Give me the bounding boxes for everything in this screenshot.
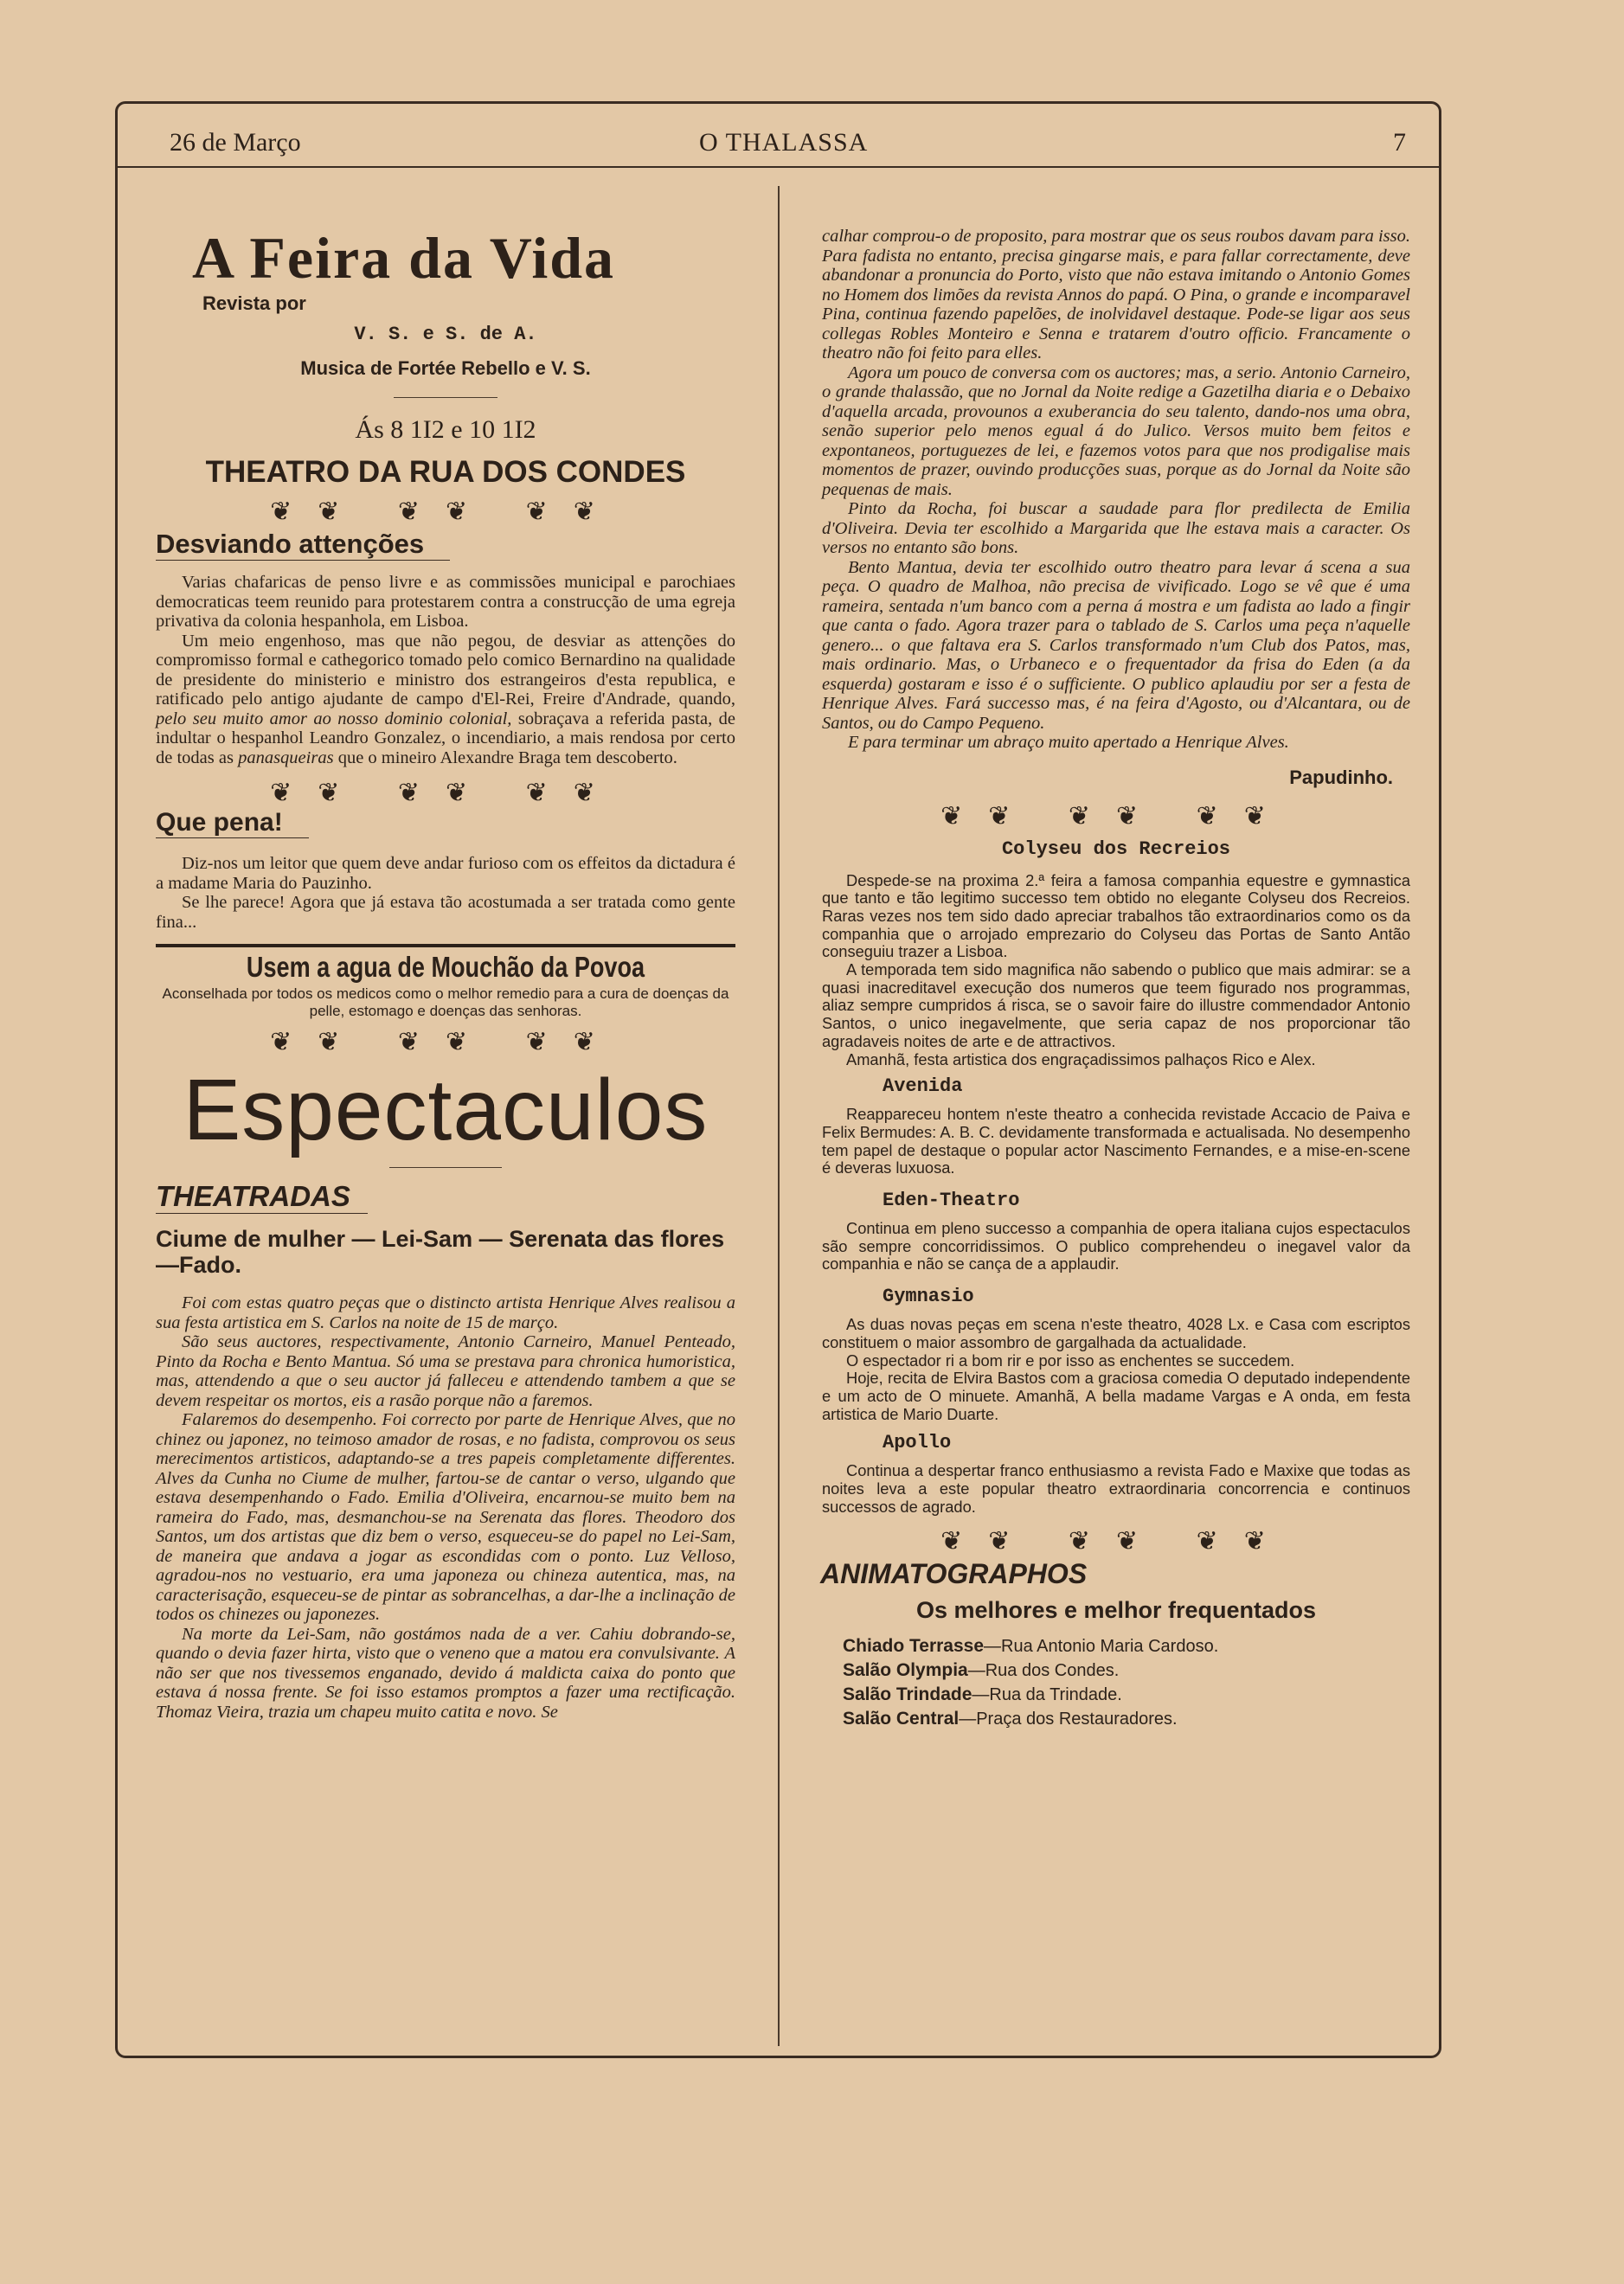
eden-heading: Eden-Theatro	[883, 1190, 1020, 1212]
advert-text: Aconselhada por todos os medicos como o melhor remedio para a cura de doenças da pelle, estomago e doenças das senhoras.	[162, 985, 729, 1019]
que-pena-heading: Que pena!	[156, 808, 309, 838]
eden-paragraph: Continua em pleno successo a companhia de opera italiana cujos espectaculos são sempre concorridissimos. O publico comprehendeu o inegavel valor da companhia e não se cança de a applaudir.	[822, 1219, 1410, 1274]
newspaper-title: O THALASSA	[699, 128, 869, 157]
desviando-paragraph: Varias chafaricas de penso livre e as commissões municipal e parochiaes democraticas teem reunido para protestarem contra a construcção de uma egreja privativa da colonia hespanhola, em Lisboa.	[156, 573, 735, 631]
colyseu-paragraph: Despede-se na proxima 2.ª feira a famosa companhia equestre e gymnastica que tanto e tão legitimo successo tem obtido no elegante Colyseu dos Recreios. Raras vezes nos tem sido dado apreciar trabalhos tão extraordinarios como os da companhia que o arrojado emprezario do Colyseu das Portas de Santo Antão conseguiu trazer a Lisboa.	[822, 870, 1410, 961]
page-number: 7	[1393, 128, 1406, 157]
review-paragraph: Pinto da Rocha, foi buscar a saudade para flor predilecta de Emilia d'Oliveira. Devia ter escolhido a Margarida que lhe estava mais a caracter. Os versos no entanto são bons.	[822, 499, 1410, 557]
review-paragraph: E para terminar um abraço muito apertado a Henrique Alves.	[848, 733, 1289, 752]
cinema-listing	[843, 1658, 1410, 1683]
avenida-paragraph: Reappareceu hontem n'este theatro a conhecida revistade Accacio de Paiva e Felix Bermudes: A. B. C. devidamente transformada e actualisada. No desempenho tem papel de destaque o popular actor Nascimento Fernandes, e a mise-en-scene é deveras luxuosa.	[822, 1105, 1410, 1177]
text-run: sobraçava a referida pasta, de indultar o hespanhol Leandro Gonzalez, o incendiario, a mais rendosa por certo de todas as	[156, 709, 736, 767]
fleuron-ornament: ❦❦ ❦❦ ❦❦	[270, 779, 621, 807]
cinema-address: —Rua dos Condes.	[967, 1661, 1120, 1681]
issue-date: 26 de Março	[170, 128, 301, 157]
espectaculos-heading: Espectaculos	[183, 1062, 709, 1158]
text-run: que o mineiro Alexandre Braga tem descoberto.	[337, 747, 677, 767]
divider	[394, 397, 497, 398]
text-run: pelo seu muito amor ao nosso dominio colonial,	[156, 709, 512, 728]
text-run: Um meio engenhoso, mas que não pegou, de desviar as attenções do compromisso formal e cathegorico tomado pelo comico Bernardino na qualidade de presidente do ministerio e ministro dos estrangeiros d'esta republica, e ratificado pelo antigo ajudante de campo d'El-Rei, Freire d'Andrade, quando,	[156, 631, 735, 709]
animatographos-subheading: Os melhores e melhor frequentados	[915, 1597, 1317, 1624]
cinema-name: Salão Central	[843, 1709, 960, 1729]
feira-subtitle: Revista por	[202, 292, 306, 314]
cinema-name: Salão Olympia	[843, 1660, 968, 1681]
desviando-paragraph	[156, 632, 735, 768]
author-signature: Papudinho.	[1289, 766, 1393, 788]
review-paragraph: São seus auctores, respectivamente, Antonio Carneiro, Manuel Penteado, Pinto da Rocha e Bento Mantua. Só uma se prestava para chronica humoristica, mas, attendendo a que o seu auctor já falleceu e attendendo tambem a que se devem respeitar os mortos, eis a rasão porque não a faremos.	[156, 1332, 735, 1410]
cinema-listing	[843, 1634, 1410, 1658]
colyseu-paragraph: Amanhã, festa artistica dos engraçadissimos palhaços Rico e Alex.	[846, 1049, 1316, 1068]
divider	[389, 1167, 502, 1168]
review-paragraph: Bento Mantua, devia ter escolhido outro theatro para levar á scena a sua peça. O quadro de Malhoa, não precisa de vivificado. Logo se vê que é uma rameira, sentada n'um banco com a perna á mostra e um fadista ao lado a fingir que canta o fado. Agora trazer para o tablado de S. Carlos uma peça n'aquelle genero... o que faltava era S. Carlos transformado n'um Club dos Patos, mas, mais ordinario. Mas, o Urbaneco e o frequentador da frisa do Eden (a da esquerda) gostaram e isso é o sufficiente. O publico aplaudiu por ser a festa de Henrique Alves. Fará successo mas, é na feira d'Agosto, ou d'Alcantara, ou de Santos, ou do Campo Pequeno.	[822, 557, 1410, 733]
review-paragraph: Na morte da Lei-Sam, não gostámos nada de a ver. Cahiu dobrando-se, quando o devia fazer hirta, visto que o veneno que a matou era convulsivante. A não ser que nos tivessemos enganado, devido á maldicta caixa do ponto que estava á nossa frente. Se foi isso estamos promptos a fazer uma rectificação. Thomaz Vieira, trazia um chapeu muito catita e novo. Se	[156, 1624, 735, 1722]
cinema-listing	[843, 1707, 1410, 1731]
fleuron-ornament: ❦❦ ❦❦ ❦❦	[270, 1028, 621, 1056]
review-paragraph: Foi com estas quatro peças que o distincto artista Henrique Alves realisou a sua festa artistica em S. Carlos na noite de 15 de março.	[156, 1293, 735, 1332]
column-divider	[778, 186, 780, 2046]
colyseu-paragraph: A temporada tem sido magnifica não sabendo o publico que mais admirar: se a quasi inacreditavel execução dos numeros que teem figurado nos programmas, aliaz sempre cumpridos á risca, se o savoir faire do illustre commendador Antonio Santos, o unico inegavelmente, que seria capaz de nos proporcionar tão agradaveis noites de arte e de attractivos.	[822, 960, 1410, 1050]
gymnasio-paragraph: As duas novas peças em scena n'este theatro, 4028 Lx. e Casa com escriptos constituem o maior assombro de gargalhada da actualidade.	[822, 1315, 1410, 1351]
feira-music: Musica de Fortée Rebello e V. S.	[300, 357, 591, 379]
que-pena-paragraph: Diz-nos um leitor que quem deve andar furioso com os effeitos da dictadura é a madame Maria do Pauzinho.	[156, 854, 735, 893]
review-paragraph: Falaremos do desempenho. Foi correcto por parte de Henrique Alves, que no chinez ou japonez, no teimoso amador de rosas, e no fadista, comprovou os seus merecimentos artisticos, adaptando-se a tres papeis completamente differentes. Alves da Cunha no Ciume de mulher, fartou-se de cantar o verso, ulgando que estava desempenhando o Fado. Emilia d'Oliveira, encarnou-se muito bem na rameira do Fado, mas, desmanchou-se na Serenata das flores. Theodoro dos Santos, um dos artistas que diz bem o verso, esqueceu-se do papel no Lei-Sam, de maneira que andava a jogar as escondidas com o ponto. Luz Velloso, agradou-nos no vestuario, era uma japoneza ou chineza autentica, mas, na caracterisação, esqueceu-se de pintar as sobrancelhas, a dar-lhe a inclinação de todos os chinezes ou japonezes.	[156, 1410, 735, 1624]
feira-authors: V. S. e S. de A.	[354, 324, 537, 345]
cinema-address: —Praça dos Restauradores.	[959, 1710, 1178, 1729]
theatre-name: THEATRO DA RUA DOS CONDES	[205, 455, 686, 489]
cinema-name: Salão Trindade	[843, 1684, 972, 1705]
review-paragraph: calhar comprou-o de proposito, para mostrar que os seus roubos davam para isso. Para fadista no entanto, precisa gingarse mais, e para fallar correctamente, deve abandonar a pronuncia do Porto, visto que não estava imitando o Antonio Gomes no Homem dos limões da revista Annos do papá. O Pina, o grande e incomparavel Pina, continua fazendo papelões, de inolvidavel destaque. Pode-se ligar aos seus collegas Robles Monteiro e Senna e tratarem d'outro officio. Francamente o theatro não foi feito para elles.	[822, 227, 1410, 362]
left-column	[156, 195, 735, 1722]
fleuron-ornament: ❦❦ ❦❦ ❦❦	[940, 1527, 1292, 1556]
cinema-address: —Rua Antonio Maria Cardoso.	[984, 1637, 1219, 1657]
animatographos-heading: ANIMATOGRAPHOS	[820, 1558, 1088, 1590]
text-run: panasqueiras	[238, 747, 334, 767]
plays-heading: Ciume de mulher — Lei-Sam — Serenata das flores —Fado.	[156, 1226, 725, 1278]
desviando-heading: Desviando attenções	[156, 529, 450, 561]
fleuron-ornament: ❦❦ ❦❦ ❦❦	[940, 801, 1292, 831]
feira-title: A Feira da Vida	[192, 225, 616, 291]
gymnasio-heading: Gymnasio	[883, 1286, 974, 1308]
apollo-heading: Apollo	[883, 1432, 952, 1454]
review-paragraph: Agora um pouco de conversa com os auctores; mas, a serio. Antonio Carneiro, o grande thalassão, que no Jornal da Noite redige a Gazetilha diaria e o Debaixo d'aquella arcada, provounos a exuberancia do seu talento, dando-nos uma obra, senão superior pelo menos egual á do Julico. Versos muito bem feitos e expontaneos, portuguezes de lei, e fazemos votos para que nos prodigalise mais momentos de prazer, ouvindo producções suas, porque as do Jornal da Noite são pequenas de mais.	[822, 362, 1410, 499]
page-header	[118, 121, 1439, 168]
cinema-name: Chiado Terrasse	[843, 1636, 985, 1657]
gymnasio-paragraph: Hoje, recita de Elvira Bastos com a graciosa comedia O deputado independente e um acto de O minuete. Amanhã, A bella madame Vargas e A onda, em festa artistica de Mario Duarte.	[822, 1369, 1410, 1423]
gymnasio-paragraph: O espectador ri a bom rir e por isso as enchentes se succedem.	[846, 1351, 1295, 1370]
advert-box	[156, 944, 735, 1020]
colyseu-heading: Colyseu dos Recreios	[1001, 837, 1231, 860]
right-column	[822, 227, 1410, 1731]
show-hours: Ás 8 1I2 e 10 1I2	[355, 415, 536, 444]
cinema-listing	[843, 1683, 1410, 1707]
theatradas-heading: THEATRADAS	[156, 1180, 368, 1214]
avenida-heading: Avenida	[883, 1075, 963, 1098]
fleuron-ornament: ❦❦ ❦❦ ❦❦	[270, 497, 621, 526]
apollo-paragraph: Continua a despertar franco enthusiasmo a revista Fado e Maxixe que todas as noites leva a este popular theatro extraordinaria concorrencia e continuos successos de agrado.	[822, 1461, 1410, 1516]
cinema-address: —Rua da Trindade.	[972, 1685, 1122, 1705]
que-pena-paragraph: Se lhe parece! Agora que já estava tão acostumada a ser tratada como gente fina...	[156, 893, 735, 932]
advert-heading: Usem a agua de Mouchão da Povoa	[246, 951, 645, 983]
